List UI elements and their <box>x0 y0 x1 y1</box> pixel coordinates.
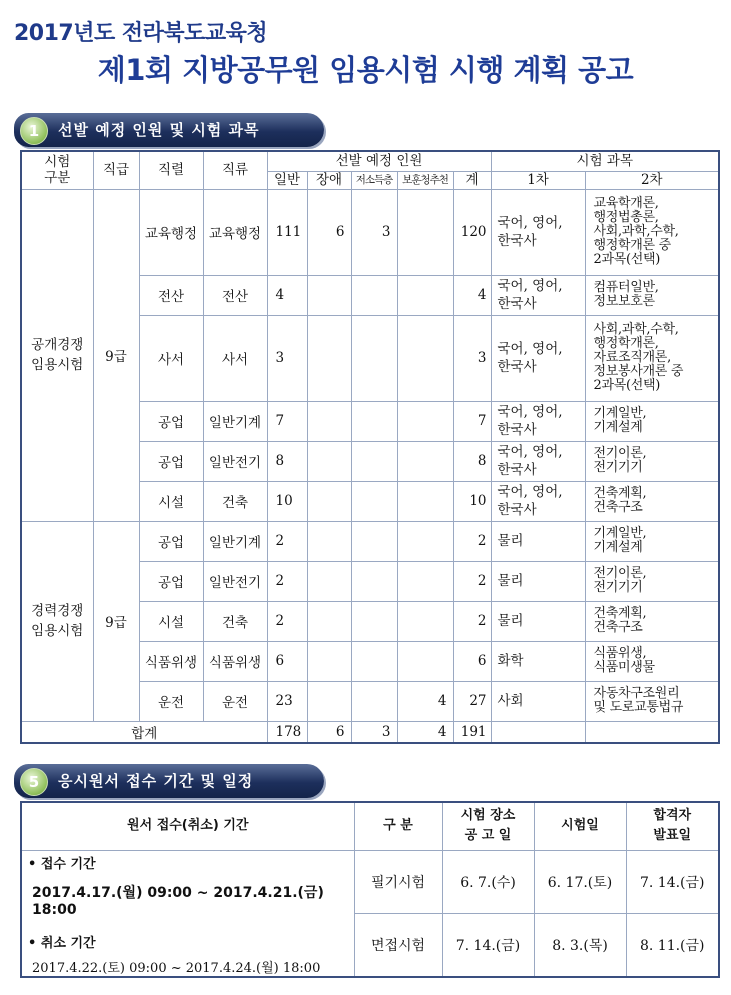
count-lowincome <box>351 681 397 721</box>
application-schedule-table <box>20 801 720 978</box>
count-lowincome <box>351 561 397 601</box>
subjects-second: 전기이론, 전기기기 <box>585 561 719 601</box>
count-veterans <box>397 441 453 481</box>
count-total: 120 <box>453 189 491 275</box>
count-veterans <box>397 275 453 315</box>
subjects-second: 식품위생, 식품미생물 <box>585 641 719 681</box>
subjects-first: 국어, 영어, 한국사 <box>491 275 585 315</box>
count-veterans <box>397 401 453 441</box>
count-total: 27 <box>453 681 491 721</box>
count-veterans <box>397 641 453 681</box>
col-header-first: 1차 <box>491 171 585 189</box>
class: 전산 <box>203 275 267 315</box>
col-header-exam-date: 시험일 <box>534 802 626 850</box>
subjects-first: 국어, 영어, 한국사 <box>491 315 585 401</box>
subjects-second: 컴퓨터일반, 정보보호론 <box>585 275 719 315</box>
series: 시설 <box>139 481 203 521</box>
col-header-disabled: 장애 <box>307 171 351 189</box>
col-header-veterans: 보훈청추천 <box>397 171 453 189</box>
count-total: 2 <box>453 521 491 561</box>
count-total: 6 <box>453 641 491 681</box>
summary-label: 합계 <box>21 721 267 743</box>
exam-type: 면접시험 <box>354 913 442 976</box>
subjects-second: 교육학개론, 행정법총론, 사회,과학,수학, 행정학개론 중 2과목(선택) <box>585 189 719 275</box>
class: 일반전기 <box>203 561 267 601</box>
table-row <box>21 189 719 275</box>
subjects-first: 물리 <box>491 601 585 641</box>
subjects-second: 기계일반, 기계설계 <box>585 401 719 441</box>
result-date: 8. 11.(금) <box>626 913 719 976</box>
summary-veterans: 4 <box>397 721 453 743</box>
class: 일반기계 <box>203 521 267 561</box>
summary-general: 178 <box>267 721 307 743</box>
section-number-badge: 5 <box>20 768 48 796</box>
exam-category: 경력경쟁 임용시험 <box>21 521 93 721</box>
subjects-second: 자동차구조원리 및 도로교통법규 <box>585 681 719 721</box>
series: 전산 <box>139 275 203 315</box>
class: 건축 <box>203 481 267 521</box>
count-veterans <box>397 189 453 275</box>
count-disabled: 6 <box>307 189 351 275</box>
count-lowincome <box>351 275 397 315</box>
count-lowincome <box>351 481 397 521</box>
series: 사서 <box>139 315 203 401</box>
count-total: 10 <box>453 481 491 521</box>
col-header-grade: 직급 <box>93 151 139 189</box>
subjects-first: 물리 <box>491 561 585 601</box>
count-veterans <box>397 315 453 401</box>
col-header-second: 2차 <box>585 171 719 189</box>
application-period-cell <box>21 850 354 977</box>
count-lowincome: 3 <box>351 189 397 275</box>
subjects-first: 사회 <box>491 681 585 721</box>
section-number-badge: 1 <box>20 117 48 145</box>
count-lowincome <box>351 441 397 481</box>
apply-label: • 접수 기간 <box>28 856 96 872</box>
summary-total: 191 <box>453 721 491 743</box>
exam-category: 공개경쟁 임용시험 <box>21 189 93 521</box>
subjects-second: 건축계획, 건축구조 <box>585 481 719 521</box>
document-subtitle: 2017년도 전라북도교육청 <box>14 21 268 46</box>
count-general: 10 <box>267 481 307 521</box>
summary-disabled: 6 <box>307 721 351 743</box>
count-disabled <box>307 315 351 401</box>
count-general: 111 <box>267 189 307 275</box>
series: 시설 <box>139 601 203 641</box>
section-heading-text: 응시원서 접수 기간 및 일정 <box>58 772 254 790</box>
count-general: 2 <box>267 521 307 561</box>
col-header-period: 원서 접수(취소) 기간 <box>21 802 354 850</box>
count-disabled <box>307 641 351 681</box>
count-lowincome <box>351 641 397 681</box>
count-general: 2 <box>267 561 307 601</box>
count-disabled <box>307 401 351 441</box>
count-veterans: 4 <box>397 681 453 721</box>
subjects-first: 화학 <box>491 641 585 681</box>
venue-date: 6. 7.(수) <box>442 850 534 913</box>
count-lowincome <box>351 601 397 641</box>
count-total: 2 <box>453 561 491 601</box>
count-total: 4 <box>453 275 491 315</box>
subjects-second: 기계일반, 기계설계 <box>585 521 719 561</box>
count-disabled <box>307 561 351 601</box>
count-disabled <box>307 481 351 521</box>
count-general: 4 <box>267 275 307 315</box>
series: 공업 <box>139 401 203 441</box>
summary-empty-first <box>491 721 585 743</box>
col-header-result-date: 합격자 발표일 <box>626 802 719 850</box>
series: 공업 <box>139 521 203 561</box>
exam-date: 6. 17.(토) <box>534 850 626 913</box>
count-disabled <box>307 681 351 721</box>
subjects-first: 국어, 영어, 한국사 <box>491 401 585 441</box>
col-header-class: 직류 <box>203 151 267 189</box>
summary-empty-second <box>585 721 719 743</box>
count-general: 2 <box>267 601 307 641</box>
count-total: 3 <box>453 315 491 401</box>
series: 운전 <box>139 681 203 721</box>
count-total: 2 <box>453 601 491 641</box>
col-header-venue-date: 시험 장소 공 고 일 <box>442 802 534 850</box>
count-general: 8 <box>267 441 307 481</box>
count-veterans <box>397 561 453 601</box>
class: 운전 <box>203 681 267 721</box>
venue-date: 7. 14.(금) <box>442 913 534 976</box>
series: 교육행정 <box>139 189 203 275</box>
count-disabled <box>307 521 351 561</box>
subjects-first: 국어, 영어, 한국사 <box>491 481 585 521</box>
section-heading-selection <box>14 113 344 147</box>
table-row <box>21 521 719 561</box>
exam-date: 8. 3.(목) <box>534 913 626 976</box>
col-header-general: 일반 <box>267 171 307 189</box>
count-general: 6 <box>267 641 307 681</box>
class: 사서 <box>203 315 267 401</box>
class: 교육행정 <box>203 189 267 275</box>
count-lowincome <box>351 401 397 441</box>
col-header-subjects: 시험 과목 <box>491 151 719 171</box>
count-veterans <box>397 521 453 561</box>
count-total: 7 <box>453 401 491 441</box>
section-heading-application <box>14 764 344 798</box>
series: 공업 <box>139 441 203 481</box>
class: 식품위생 <box>203 641 267 681</box>
series: 공업 <box>139 561 203 601</box>
cancel-dates: 2017.4.22.(토) 09:00 ~ 2017.4.24.(월) 18:00 <box>32 960 321 976</box>
count-lowincome <box>351 521 397 561</box>
count-general: 3 <box>267 315 307 401</box>
section-heading-text: 선발 예정 인원 및 시험 과목 <box>58 121 260 139</box>
cancel-label: • 취소 기간 <box>28 935 96 951</box>
count-disabled <box>307 275 351 315</box>
summary-row <box>21 721 719 743</box>
subjects-first: 국어, 영어, 한국사 <box>491 441 585 481</box>
subjects-second: 전기이론, 전기기기 <box>585 441 719 481</box>
count-lowincome <box>351 315 397 401</box>
grade: 9급 <box>93 521 139 721</box>
class: 일반기계 <box>203 401 267 441</box>
col-header-type: 구 분 <box>354 802 442 850</box>
grade: 9급 <box>93 189 139 521</box>
count-veterans <box>397 481 453 521</box>
summary-lowincome: 3 <box>351 721 397 743</box>
count-general: 7 <box>267 401 307 441</box>
document-title: 제1회 지방공무원 임용시험 시행 계획 공고 <box>97 53 634 87</box>
series: 식품위생 <box>139 641 203 681</box>
count-disabled <box>307 441 351 481</box>
col-header-lowincome: 저소득층 <box>351 171 397 189</box>
subjects-second: 건축계획, 건축구조 <box>585 601 719 641</box>
col-header-quota: 선발 예정 인원 <box>267 151 491 171</box>
count-veterans <box>397 601 453 641</box>
exam-type: 필기시험 <box>354 850 442 913</box>
subjects-second: 사회,과학,수학, 행정학개론, 자료조직개론, 정보봉사개론 중 2과목(선택) <box>585 315 719 401</box>
col-header-category: 시험 구분 <box>21 151 93 189</box>
subjects-first: 국어, 영어, 한국사 <box>491 189 585 275</box>
col-header-total: 계 <box>453 171 491 189</box>
count-disabled <box>307 601 351 641</box>
selection-quota-table <box>20 150 720 744</box>
result-date: 7. 14.(금) <box>626 850 719 913</box>
count-general: 23 <box>267 681 307 721</box>
subjects-first: 물리 <box>491 521 585 561</box>
count-total: 8 <box>453 441 491 481</box>
apply-dates: 2017.4.17.(월) 09:00 ~ 2017.4.21.(금) 18:00 <box>32 884 324 918</box>
class: 일반전기 <box>203 441 267 481</box>
col-header-series: 직렬 <box>139 151 203 189</box>
class: 건축 <box>203 601 267 641</box>
